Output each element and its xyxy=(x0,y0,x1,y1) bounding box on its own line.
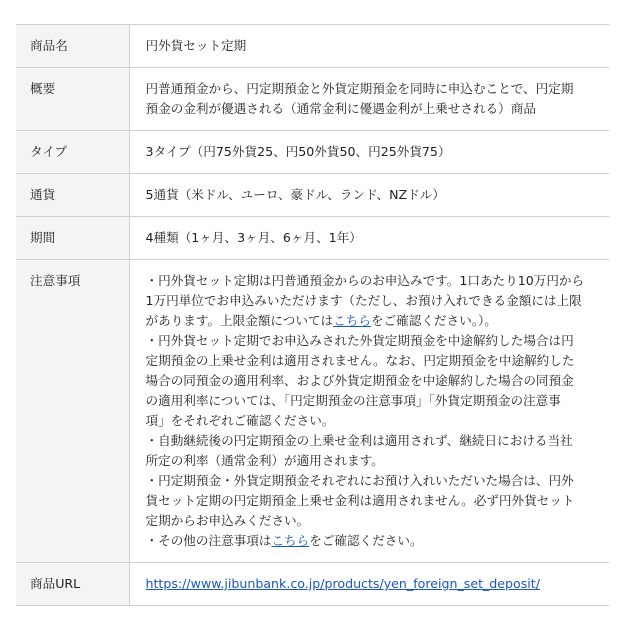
note-line: ・円定期預金・外貨定期預金それぞれにお預け入れいただいた場合は、円外 xyxy=(145,473,574,488)
note-line xyxy=(146,531,604,551)
note-line: ・円外貨セット定期は円普通預金からのお申込みです。1口あたり10万円から xyxy=(145,273,585,288)
note-line: の適用利率については、「円定期預金の注意事項」「外貨定期預金の注意事 xyxy=(145,393,561,408)
row-period xyxy=(16,217,609,260)
label-notes: 注意事項 xyxy=(16,260,129,563)
label-currency: 通貨 xyxy=(16,174,129,217)
note-text: があります。上限金額については xyxy=(145,313,334,328)
row-product-name xyxy=(16,25,609,68)
note-text: ・その他の注意事項は xyxy=(145,533,272,548)
row-currency xyxy=(16,174,609,217)
note-line: 1万円単位でお申込みいただけます（ただし、お預け入れできる金額には上限 xyxy=(145,293,582,308)
note-text: をご確認ください。 xyxy=(309,533,423,548)
value-period: 4種類（1ヶ月、3ヶ月、6ヶ月、1年） xyxy=(129,217,609,260)
value-product-name: 円外貨セット定期 xyxy=(129,25,609,68)
product-spec-table xyxy=(16,24,609,606)
value-notes xyxy=(129,260,609,563)
value-currency: 5通貨（米ドル、ユーロ、豪ドル、ランド、NZドル） xyxy=(129,174,609,217)
value-product-url xyxy=(129,563,609,606)
row-type xyxy=(16,131,609,174)
note-line: 貨セット定期の円定期預金上乗せ金利は適用されません。必ず円外貨セット xyxy=(145,493,575,508)
row-product-url xyxy=(16,563,609,606)
note-line: 定期からお申込みください。 xyxy=(145,513,310,528)
note-line: 所定の利率（通常金利）が適用されます。 xyxy=(145,453,384,468)
note-line xyxy=(146,311,604,331)
note-line: ・自動継続後の円定期預金の上乗せ金利は適用されず、継続日における当社 xyxy=(145,433,573,448)
limit-details-link[interactable]: こちら xyxy=(333,313,371,328)
product-url-link[interactable]: https://www.jibunbank.co.jp/products/yen_foreign_set_deposit/ xyxy=(145,576,540,591)
note-line: 定期預金の上乗せ金利は適用されません。なお、円定期預金を中途解約した xyxy=(145,353,575,368)
summary-line: 預金の金利が優遇される（通常金利に優遇金利が上乗せされる）商品 xyxy=(145,101,536,116)
other-notes-link[interactable]: こちら xyxy=(271,533,310,548)
row-summary xyxy=(16,68,609,131)
product-spec-container xyxy=(16,24,609,606)
note-line: 項」をそれぞれご確認ください。 xyxy=(145,413,335,428)
note-text: をご確認ください。）。 xyxy=(370,313,497,328)
summary-line: 円普通預金から、円定期預金と外貨定期預金を同時に申込むことで、円定期 xyxy=(145,81,574,96)
label-type: タイプ xyxy=(16,131,129,174)
value-type: 3タイプ（円75外貨25、円50外貨50、円25外貨75） xyxy=(129,131,609,174)
value-summary xyxy=(129,68,609,131)
label-product-url: 商品URL xyxy=(16,563,129,606)
label-summary: 概要 xyxy=(16,68,129,131)
label-product-name: 商品名 xyxy=(16,25,129,68)
row-notes xyxy=(16,260,609,563)
note-line: ・円外貨セット定期でお申込みされた外貨定期預金を中途解約した場合は円 xyxy=(145,333,574,348)
label-period: 期間 xyxy=(16,217,129,260)
note-line: 場合の同預金の適用利率、および外貨定期預金を中途解約した場合の同預金 xyxy=(145,373,574,388)
